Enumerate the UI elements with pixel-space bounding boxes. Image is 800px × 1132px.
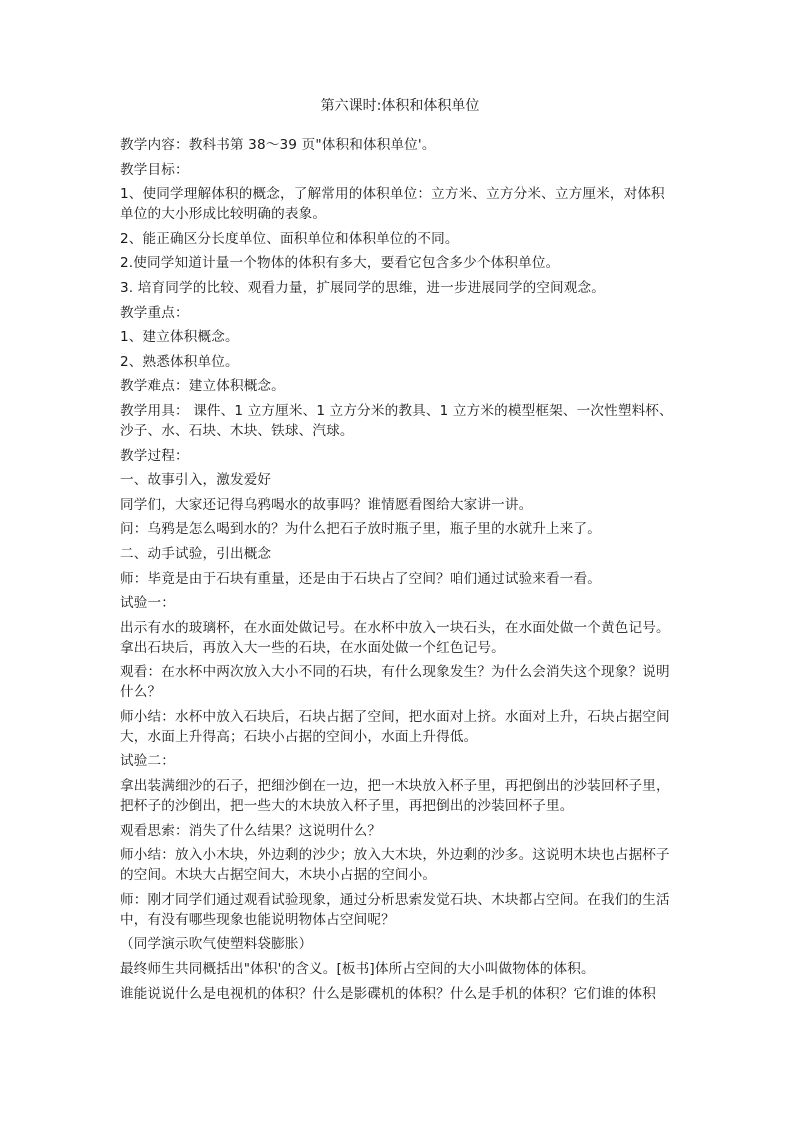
paragraph bbox=[120, 401, 692, 441]
paragraph-line: 最终师生共同概括出"体积'的含义。[板书]体所占空间的大小叫做物体的体积。 bbox=[120, 961, 595, 978]
paragraph bbox=[120, 184, 692, 224]
paragraph-line: 教学目标： bbox=[120, 161, 189, 178]
paragraph bbox=[120, 160, 692, 180]
paragraph-line: 2.使同学知道计量一个物体的体积有多大，要看它包含多少个体积单位。 bbox=[120, 255, 560, 272]
paragraph bbox=[120, 495, 692, 515]
paragraph-line: 1、建立体积概念。 bbox=[120, 329, 239, 346]
paragraph-line: 1、使同学理解体积的概念，了解常用的体积单位：立方米、立方分米、立方厘米，对体积 bbox=[120, 186, 665, 203]
paragraph-line: 出示有水的玻璃杯，在水面处做记号。在水杯中放入一块石头，在水面处做一个黄色记号。 bbox=[120, 619, 670, 636]
paragraph-line: 沙子、水、石块、木块、铁球、汽球。 bbox=[120, 422, 354, 439]
paragraph bbox=[120, 751, 692, 771]
document-body bbox=[120, 135, 692, 1008]
paragraph-line: 师小结：水杯中放入石块后，石块占据了空间，把水面对上挤。水面对上升，石块占据空间 bbox=[120, 708, 670, 725]
paragraph bbox=[120, 593, 692, 613]
paragraph-line: 的空间。木块大占据空间大，木块小占据的空间小。 bbox=[120, 867, 437, 884]
paragraph bbox=[120, 376, 692, 396]
paragraph bbox=[120, 569, 692, 589]
paragraph bbox=[120, 959, 692, 979]
paragraph bbox=[120, 135, 692, 155]
paragraph-line: 师小结：放入小木块，外边剩的沙少；放入大木块，外边剩的沙多。这说明木块也占据杯子 bbox=[120, 847, 670, 864]
paragraph-line: 教学过程： bbox=[120, 447, 189, 464]
paragraph-line: 谁能说说什么是电视机的体积？什么是影碟机的体积？什么是手机的体积？它们谁的体积 bbox=[120, 985, 657, 1002]
paragraph-line: 教学用具： 课件、1 立方厘米、1 立方分米的教具、1 立方米的模型框架、一次性塑料杯、 bbox=[120, 402, 673, 419]
paragraph bbox=[120, 934, 692, 954]
paragraph-line: 拿出石块后，再放入大一些的石块，在水面处做一个红色记号。 bbox=[120, 639, 505, 656]
paragraph-line: 什么？ bbox=[120, 684, 162, 701]
paragraph bbox=[120, 519, 692, 539]
paragraph bbox=[120, 278, 692, 298]
paragraph-line: 2、熟悉体积单位。 bbox=[120, 353, 239, 370]
paragraph bbox=[120, 890, 692, 930]
paragraph bbox=[120, 845, 692, 885]
paragraph bbox=[120, 352, 692, 372]
paragraph bbox=[120, 821, 692, 841]
paragraph-line: 师：刚才同学们通过观看试验现象，通过分析思索发觉石块、木块都占空间。在我们的生活 bbox=[120, 891, 670, 908]
paragraph-line: 教学重点： bbox=[120, 304, 189, 321]
paragraph-line: 观看：在水杯中两次放入大小不同的石块，有什么现象发生？为什么会消失这个现象？说明 bbox=[120, 664, 670, 681]
paragraph bbox=[120, 446, 692, 466]
document-title: 第六课时:体积和体积单位 bbox=[320, 98, 480, 114]
paragraph bbox=[120, 253, 692, 273]
paragraph-line: 问：乌鸦是怎么喝到水的？为什么把石子放时瓶子里，瓶子里的水就升上来了。 bbox=[120, 521, 602, 538]
paragraph-line: 中，有没有哪些现象也能说明物体占空间呢？ bbox=[120, 911, 395, 928]
paragraph bbox=[120, 544, 692, 564]
paragraph-line: 观看思索：消失了什么结果？这说明什么？ bbox=[120, 822, 382, 839]
paragraph-line: 教学内容：教科书第 38～39 页"体积和体积单位'。 bbox=[120, 137, 436, 153]
paragraph bbox=[120, 707, 692, 747]
paragraph-line: 教学难点：建立体积概念。 bbox=[120, 378, 285, 395]
paragraph-line: 师：毕竟是由于石块有重量，还是由于石块占了空间？咱们通过试验来看一看。 bbox=[120, 570, 602, 587]
paragraph-line: 单位的大小形成比较明确的表象。 bbox=[120, 206, 327, 223]
paragraph bbox=[120, 618, 692, 658]
paragraph-line: 大，水面上升得高；石块小占据的空间小，水面上升得低。 bbox=[120, 728, 478, 745]
paragraph-line: 把杯子的沙倒出，把一些大的木块放入杯子里，再把倒出的沙装回杯子里。 bbox=[120, 798, 574, 815]
paragraph bbox=[120, 662, 692, 702]
paragraph-line: 2、能正确区分长度单位、面积单位和体积单位的不同。 bbox=[120, 230, 459, 247]
paragraph-line: 试验二： bbox=[120, 753, 175, 770]
paragraph-line: 二、动手试验，引出概念 bbox=[120, 545, 272, 562]
paragraph bbox=[120, 776, 692, 816]
paragraph-line: 同学们，大家还记得乌鸦喝水的故事吗？谁情愿看图给大家讲一讲。 bbox=[120, 496, 533, 513]
paragraph bbox=[120, 303, 692, 323]
paragraph-line: 一、故事引入，激发爱好 bbox=[120, 472, 272, 489]
paragraph-line: 3. 培育同学的比较、观看力量，扩展同学的思维，进一步进展同学的空间观念。 bbox=[120, 279, 606, 296]
paragraph bbox=[120, 229, 692, 249]
paragraph-line: （同学演示吹气使塑料袋膨胀） bbox=[120, 936, 313, 953]
paragraph bbox=[120, 984, 692, 1004]
paragraph bbox=[120, 327, 692, 347]
paragraph-line: 拿出装满细沙的石子，把细沙倒在一边，把一木块放入杯子里，再把倒出的沙装回杯子里， bbox=[120, 778, 670, 795]
paragraph bbox=[120, 470, 692, 490]
paragraph-line: 试验一： bbox=[120, 595, 175, 612]
